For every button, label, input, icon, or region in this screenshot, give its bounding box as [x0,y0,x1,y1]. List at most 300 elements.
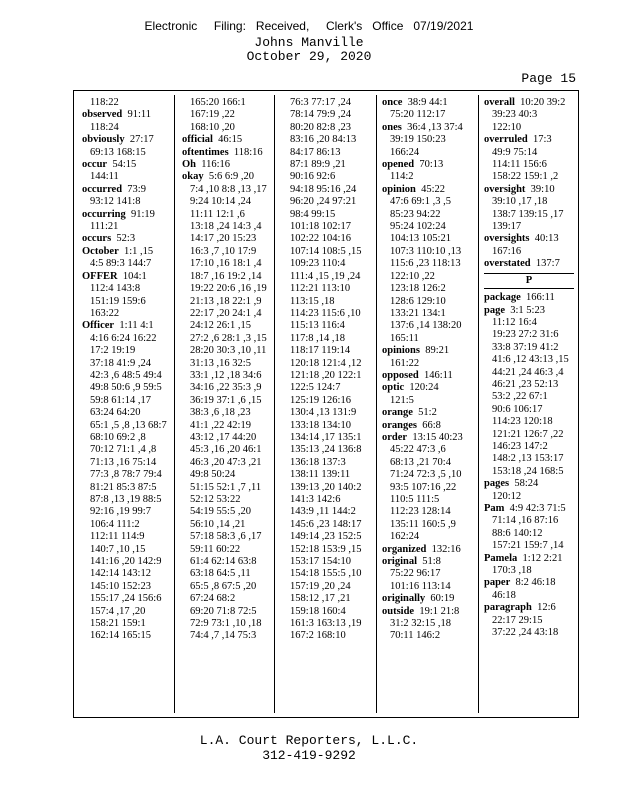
index-ref-continuation: 165:20 166:1 [190,97,246,108]
index-page-refs: 4:9 42:3 71:5 [509,503,566,514]
index-ref-continuation: 137:6 ,14 138:20 [390,320,462,332]
index-ref-continuation: 19:23 27:2 31:6 [492,329,559,341]
index-term: once [382,97,403,108]
index-ref-continuation: 145:6 ,23 148:17 [290,518,362,530]
index-term: occur [82,159,108,171]
index-entry [484,134,574,146]
deposition-date: October 29, 2020 [246,49,372,64]
index-column-5 [484,97,574,711]
index-ref-continuation: 162:14 165:15 [90,630,151,642]
index-ref-continuation: 22:17 ,20 24:1 ,4 [190,307,262,319]
index-term: occurring [82,208,126,220]
index-page-refs: 5:6 6:9 ,20 [208,171,255,183]
index-entry [484,305,574,317]
index-ref-continuation: 46:21 ,23 52:13 [492,378,559,390]
index-entry [382,606,474,618]
index-entry [82,271,170,283]
index-term: Pamela [484,552,518,564]
index-entry [82,134,170,146]
index-entry [82,209,170,221]
index-term: Pam [484,503,505,514]
index-ref-continuation: 81:21 85:3 87:5 [90,481,157,493]
index-ref-continuation: 130:4 ,13 131:9 [290,407,357,419]
index-ref-continuation: 123:18 126:2 [390,283,446,295]
index-ref-continuation: 78:14 79:9 ,24 [290,109,351,121]
index-ref-continuation: 104:13 105:21 [390,233,451,245]
index-ref-continuation: 114:23 115:6 ,10 [290,307,361,319]
index-ref-continuation: 154:18 155:5 ,10 [290,568,362,580]
index-ref-continuation: 57:18 58:3 ,6 ,17 [190,531,262,543]
index-ref-continuation: 56:10 ,14 ,21 [190,518,246,530]
index-ref-continuation: 113:15 ,18 [290,295,335,307]
index-entry [182,171,270,183]
index-ref-continuation: 16:3 ,7 ,10 17:9 [190,245,257,257]
index-ref-continuation: 4:16 6:24 16:22 [90,332,157,344]
index-ref-continuation: 122:10 [492,121,522,133]
index-entry [484,553,574,565]
index-term: overstated [484,258,531,270]
index-ref-continuation: 71:24 72:3 ,5 ,10 [390,469,462,481]
index-ref-continuation: 69:20 71:8 72:5 [190,605,257,617]
index-page-refs: 1:11 4:1 [119,320,154,332]
index-page-refs: 38:9 44:1 [407,97,448,108]
index-ref-continuation: 114:11 156:6 [492,159,547,171]
index-ref-continuation: 88:6 140:12 [492,527,543,539]
index-ref-continuation: 112:21 113:10 [290,283,351,295]
index-term: opened [382,159,415,171]
column-divider [376,95,377,713]
index-term: opinions [382,345,420,357]
index-ref-continuation: 152:18 153:9 ,15 [290,543,362,555]
index-ref-continuation: 155:17 ,24 156:6 [90,593,162,605]
index-ref-continuation: 38:3 ,6 ,18 ,23 [190,407,251,419]
index-page-refs: 166:11 [526,292,555,304]
index-ref-continuation: 117:8 ,14 ,18 [290,332,346,344]
index-ref-continuation: 158:12 ,17 ,21 [290,593,351,605]
index-ref-continuation: 51:15 52:1 ,7 ,11 [190,481,262,493]
index-term: oversights [484,233,530,245]
index-page-refs: 40:13 [534,233,559,245]
index-ref-continuation: 135:11 160:5 ,9 [390,518,456,530]
index-ref-continuation: 7:4 ,10 8:8 ,13 ,17 [190,183,267,195]
index-ref-continuation: 83:16 ,20 84:13 [290,134,357,146]
index-ref-continuation: 67:24 68:2 [190,593,236,605]
index-entry [484,184,574,196]
index-ref-continuation: 4:5 89:3 144:7 [90,258,152,270]
index-page-refs: 91:11 [127,109,152,121]
index-ref-continuation: 142:14 143:12 [90,568,151,580]
index-ref-continuation: 70:11 146:2 [390,630,441,642]
index-ref-continuation: 39:10 ,17 ,18 [492,196,548,208]
index-ref-continuation: 75:22 96:17 [390,568,441,580]
index-ref-continuation: 101:16 113:14 [390,580,451,592]
index-ref-continuation: 98:4 99:15 [290,208,336,220]
index-ref-continuation: 95:24 102:24 [390,221,446,233]
index-ref-continuation: 47:6 69:1 ,3 ,5 [390,196,451,208]
index-entry [382,122,474,134]
index-ref-continuation: 77:3 ,8 78:7 79:4 [90,469,162,481]
index-ref-continuation: 136:18 137:3 [290,456,346,468]
index-term: paper [484,577,511,589]
index-ref-continuation: 53:2 ,22 67:1 [492,391,548,403]
index-ref-continuation: 112:4 143:8 [90,283,141,295]
index-entry [82,159,170,171]
index-ref-continuation: 170:3 ,18 [492,565,532,577]
index-term: page [484,304,505,316]
index-page-refs: 8:2 46:18 [515,577,556,589]
index-ref-continuation: 149:14 ,23 152:5 [290,531,362,543]
column-divider [174,95,175,713]
index-term: outside [382,605,415,617]
index-term: Oh [182,159,197,171]
index-ref-continuation: 27:2 ,6 28:1 ,3 ,15 [190,332,267,344]
index-page-refs: 66:8 [422,419,441,431]
index-ref-continuation: 134:14 ,17 135:1 [290,431,362,443]
index-page-refs: 19:1 21:8 [419,605,460,617]
index-ref-continuation: 144:11 [90,171,119,183]
index-ref-continuation: 141:3 142:6 [290,494,341,505]
index-ref-continuation: 107:14 108:5 ,15 [290,245,362,257]
index-ref-continuation: 118:24 [90,121,119,133]
index-ref-continuation: 153:18 ,24 168:5 [492,465,564,477]
index-ref-continuation: 80:20 82:8 ,23 [290,121,351,133]
index-ref-continuation: 41:6 ,12 43:13 ,15 [492,354,569,366]
index-term: ones [382,121,402,133]
index-page-refs: 17:3 [533,134,552,146]
index-term: Officer [82,320,115,332]
index-ref-continuation: 21:13 ,18 22:1 ,9 [190,295,262,307]
index-entry [382,593,474,605]
index-ref-continuation: 146:23 147:2 [492,440,548,452]
index-ref-continuation: 158:22 159:1 ,2 [492,171,559,183]
index-page-refs: 120:24 [409,382,439,394]
index-entry [484,292,574,304]
index-ref-continuation: 163:22 [90,307,120,319]
filing-stamp-line: Electronic Filing: Received, Clerk's Office 07/19/2021 [144,19,474,33]
index-ref-continuation: 128:6 129:10 [390,295,446,307]
index-ref-continuation: 118:22 [90,97,119,108]
page-number: Page 15 [521,71,576,86]
index-ref-continuation: 110:5 111:5 [390,494,440,505]
index-entry [382,382,474,394]
index-term: overruled [484,134,528,146]
index-section-letter: P [484,273,574,289]
index-ref-continuation: 151:19 159:6 [90,295,146,307]
index-ref-continuation: 122:10 ,22 [390,270,435,282]
index-ref-continuation: 28:20 30:3 ,10 ,11 [190,345,267,357]
index-ref-continuation: 37:22 ,24 43:18 [492,627,559,639]
index-column-1 [82,97,170,711]
index-entry [382,556,474,568]
index-ref-continuation: 17:2 19:19 [90,345,136,357]
index-ref-continuation: 33:1 ,12 ,18 34:6 [190,369,262,381]
index-page-refs: 70:13 [419,159,444,171]
index-ref-continuation: 54:19 55:5 ,20 [190,506,251,518]
index-ref-continuation: 87:8 ,13 ,19 88:5 [90,494,162,505]
index-page-refs: 58:24 [514,478,539,490]
index-entry [82,109,170,121]
index-ref-continuation: 167:16 [492,245,522,257]
index-entry [182,147,270,159]
index-ref-continuation: 68:10 69:2 ,8 [90,431,146,443]
index-entry [382,345,474,357]
index-ref-continuation: 121:5 [390,394,414,406]
index-ref-continuation: 139:13 ,20 140:2 [290,481,362,493]
index-ref-continuation: 157:4 ,17 ,20 [90,605,146,617]
index-term: October [82,245,119,257]
index-ref-continuation: 145:10 152:23 [90,580,151,592]
index-ref-continuation: 165:11 [390,332,419,344]
index-ref-continuation: 92:16 ,19 99:7 [90,506,151,518]
index-term: pages [484,478,510,490]
index-page-refs: 1:1 ,15 [124,245,154,257]
index-ref-continuation: 153:17 154:10 [290,556,351,568]
index-ref-continuation: 76:3 77:17 ,24 [290,97,351,108]
index-ref-continuation: 63:24 64:20 [90,407,141,419]
index-ref-continuation: 41:1 ,22 42:19 [190,419,251,431]
index-entry [382,159,474,171]
index-ref-continuation: 118:17 119:14 [290,345,351,357]
index-page-refs: 12:6 [537,602,556,614]
index-ref-continuation: 135:13 ,24 136:8 [290,444,362,456]
index-ref-continuation: 49:8 50:24 [190,469,236,481]
index-ref-continuation: 24:12 26:1 ,15 [190,320,251,332]
index-ref-continuation: 63:18 64:5 ,11 [190,568,251,580]
index-ref-continuation: 71:13 ,16 75:14 [90,456,157,468]
index-term: original [382,556,418,568]
index-ref-continuation: 120:18 121:4 ,12 [290,357,362,369]
index-entry [82,233,170,245]
index-term: optic [382,382,405,394]
index-ref-continuation: 37:18 41:9 ,24 [90,357,151,369]
index-page-refs: 60:19 [430,593,455,605]
index-ref-continuation: 96:20 ,24 97:21 [290,196,357,208]
index-ref-continuation: 39:19 150:23 [390,134,446,146]
index-term: opinion [382,183,416,195]
word-index-box [73,90,579,718]
index-ref-continuation: 59:11 60:22 [190,543,241,555]
index-ref-continuation: 18:7 ,16 19:2 ,14 [190,270,262,282]
index-ref-continuation: 112:11 114:9 [90,531,145,543]
index-entry [382,407,474,419]
index-ref-continuation: 31:2 32:15 ,18 [390,618,451,630]
index-term: originally [382,593,426,605]
index-ref-continuation: 94:18 95:16 ,24 [290,183,357,195]
index-entry [484,97,574,109]
index-column-3 [282,97,372,711]
index-ref-continuation: 143:9 ,11 144:2 [290,506,356,518]
index-entry [82,184,170,196]
index-ref-continuation: 31:13 ,16 32:5 [190,357,251,369]
index-entry [382,370,474,382]
index-page-refs: 89:21 [425,345,450,357]
index-page-refs: 13:15 40:23 [412,431,463,443]
index-ref-continuation: 72:9 73:1 ,10 ,18 [190,618,262,630]
index-term: occurs [82,233,112,245]
index-term: official [182,134,213,146]
index-column-4 [382,97,474,711]
index-page-refs: 39:10 [530,183,555,195]
index-entry [382,184,474,196]
index-ref-continuation: 133:18 134:10 [290,419,351,431]
case-name: Johns Manville [254,35,364,50]
index-term: occurred [82,183,123,195]
index-ref-continuation: 65:5 ,8 67:5 ,20 [190,580,257,592]
index-ref-continuation: 90:16 92:6 [290,171,336,183]
index-term: package [484,292,521,304]
index-entry [484,577,574,589]
index-ref-continuation: 167:2 168:10 [290,630,346,642]
index-entry [182,134,270,146]
index-page-refs: 116:16 [201,159,231,171]
index-ref-continuation: 115:13 116:4 [290,320,345,332]
index-ref-continuation: 85:23 94:22 [390,208,441,220]
index-ref-continuation: 148:2 ,13 153:17 [492,453,564,465]
index-ref-continuation: 36:19 37:1 ,6 ,15 [190,394,262,406]
index-page-refs: 132:16 [431,543,461,555]
index-term: observed [82,109,123,121]
index-page-refs: 45:22 [421,183,446,195]
index-ref-continuation: 125:19 126:16 [290,394,351,406]
index-page-refs: 36:4 ,13 37:4 [407,121,463,133]
court-reporter-name: L.A. Court Reporters, L.L.C. [199,733,419,748]
index-ref-continuation: 11:11 12:1 ,6 [190,208,245,220]
index-entry [382,432,474,444]
index-term: oversight [484,183,526,195]
index-ref-continuation: 138:11 139:11 [290,469,351,481]
index-ref-continuation: 90:6 106:17 [492,403,543,415]
index-page-refs: 51:2 [418,407,437,419]
index-page-refs: 51:8 [422,556,441,568]
index-term: okay [182,171,204,183]
index-ref-continuation: 84:17 86:13 [290,146,341,158]
index-ref-continuation: 122:5 124:7 [290,382,341,394]
index-ref-continuation: 111:4 ,15 ,19 ,24 [290,270,361,282]
index-page-refs: 46:15 [218,134,243,146]
index-page-refs: 137:7 [535,258,560,270]
index-ref-continuation: 158:21 159:1 [90,618,146,630]
index-term: organized [382,543,427,555]
index-entry [484,602,574,614]
index-ref-continuation: 107:3 110:10 ,13 [390,245,462,257]
column-divider [478,95,479,713]
index-ref-continuation: 121:18 ,20 122:1 [290,369,362,381]
index-ref-continuation: 161:3 163:13 ,19 [290,618,362,630]
index-ref-continuation: 166:24 [390,146,420,158]
index-ref-continuation: 109:23 110:4 [290,258,346,270]
index-term: oftentimes [182,146,229,158]
index-ref-continuation: 114:23 120:18 [492,416,553,428]
index-term: paragraph [484,602,532,614]
column-divider [274,95,275,713]
index-ref-continuation: 138:7 139:15 ,17 [492,208,564,220]
index-entry [484,258,574,270]
index-ref-continuation: 49:8 50:6 ,9 59:5 [90,382,162,394]
index-term: overall [484,97,515,108]
index-ref-continuation: 115:6 ,23 118:13 [390,258,461,270]
index-entry [182,159,270,171]
index-ref-continuation: 157:21 159:7 ,14 [492,540,564,552]
index-ref-continuation: 19:22 20:6 ,16 ,19 [190,283,267,295]
index-ref-continuation: 93:5 107:16 ,22 [390,481,457,493]
index-ref-continuation: 44:21 ,24 46:3 ,4 [492,366,564,378]
index-ref-continuation: 70:12 71:1 ,4 ,8 [90,444,157,456]
index-ref-continuation: 74:4 ,7 ,14 75:3 [190,630,257,642]
court-reporter-phone: 312-419-9292 [262,748,356,763]
index-term: opposed [382,369,419,381]
index-ref-continuation: 9:24 10:14 ,24 [190,196,251,208]
index-ref-continuation: 22:17 29:15 [492,614,543,626]
index-ref-continuation: 61:4 62:14 63:8 [190,556,257,568]
index-ref-continuation: 45:3 ,16 ,20 46:1 [190,444,262,456]
index-ref-continuation: 162:24 [390,531,420,543]
index-ref-continuation: 46:18 [492,589,516,601]
index-page-refs: 27:17 [129,134,154,146]
index-entry [82,320,170,332]
index-page-refs: 54:15 [112,159,137,171]
index-column-2 [182,97,270,711]
index-ref-continuation: 59:8 61:14 ,17 [90,394,151,406]
index-ref-continuation: 101:18 102:17 [290,221,351,233]
index-ref-continuation: 106:4 111:2 [90,518,140,530]
index-ref-continuation: 112:23 128:14 [390,506,451,518]
index-ref-continuation: 65:1 ,5 ,8 ,13 68:7 [90,419,167,431]
index-term: obviously [82,134,125,146]
index-term: orange [382,407,413,419]
index-ref-continuation: 121:21 126:7 ,22 [492,428,564,440]
index-entry [82,246,170,258]
index-ref-continuation: 52:12 53:22 [190,494,241,505]
index-ref-continuation: 34:16 ,22 35:3 ,9 [190,382,262,394]
index-page-refs: 1:12 2:21 [522,552,563,564]
index-term: order [382,431,408,443]
index-ref-continuation: 111:21 [90,221,119,233]
index-entry [484,233,574,245]
index-ref-continuation: 168:10 ,20 [190,121,235,133]
index-term: OFFER [82,270,118,282]
index-ref-continuation: 167:19 ,22 [190,109,235,121]
index-ref-continuation: 140:7 ,10 ,15 [90,543,146,555]
index-ref-continuation: 71:14 ,16 87:16 [492,515,559,527]
index-page-refs: 73:9 [127,183,146,195]
index-entry [382,544,474,556]
index-ref-continuation: 42:3 ,6 48:5 49:4 [90,369,162,381]
index-ref-continuation: 13:18 ,24 14:3 ,4 [190,221,262,233]
index-ref-continuation: 93:12 141:8 [90,196,141,208]
index-ref-continuation: 17:10 ,16 18:1 ,4 [190,258,262,270]
index-ref-continuation: 39:23 40:3 [492,109,538,121]
index-ref-continuation: 141:16 ,20 142:9 [90,556,162,568]
index-ref-continuation: 45:22 47:3 ,6 [390,444,446,456]
index-ref-continuation: 159:18 160:4 [290,605,346,617]
index-term: oranges [382,419,417,431]
index-entry [382,420,474,432]
index-ref-continuation: 157:19 ,20 ,24 [290,580,351,592]
index-page-refs: 104:1 [122,270,147,282]
index-ref-continuation: 120:12 [492,490,522,502]
index-page-refs: 118:16 [233,146,263,158]
index-ref-continuation: 49:9 75:14 [492,146,538,158]
index-ref-continuation: 139:17 [492,221,522,233]
index-ref-continuation: 14:17 ,20 15:23 [190,233,257,245]
index-page-refs: 3:1 5:23 [510,304,545,316]
index-ref-continuation: 133:21 134:1 [390,307,446,319]
index-ref-continuation: 69:13 168:15 [90,146,146,158]
index-page-refs: 146:11 [424,369,453,381]
index-ref-continuation: 102:22 104:16 [290,233,351,245]
index-ref-continuation: 68:13 ,21 70:4 [390,456,451,468]
index-ref-continuation: 11:12 16:4 [492,316,537,328]
